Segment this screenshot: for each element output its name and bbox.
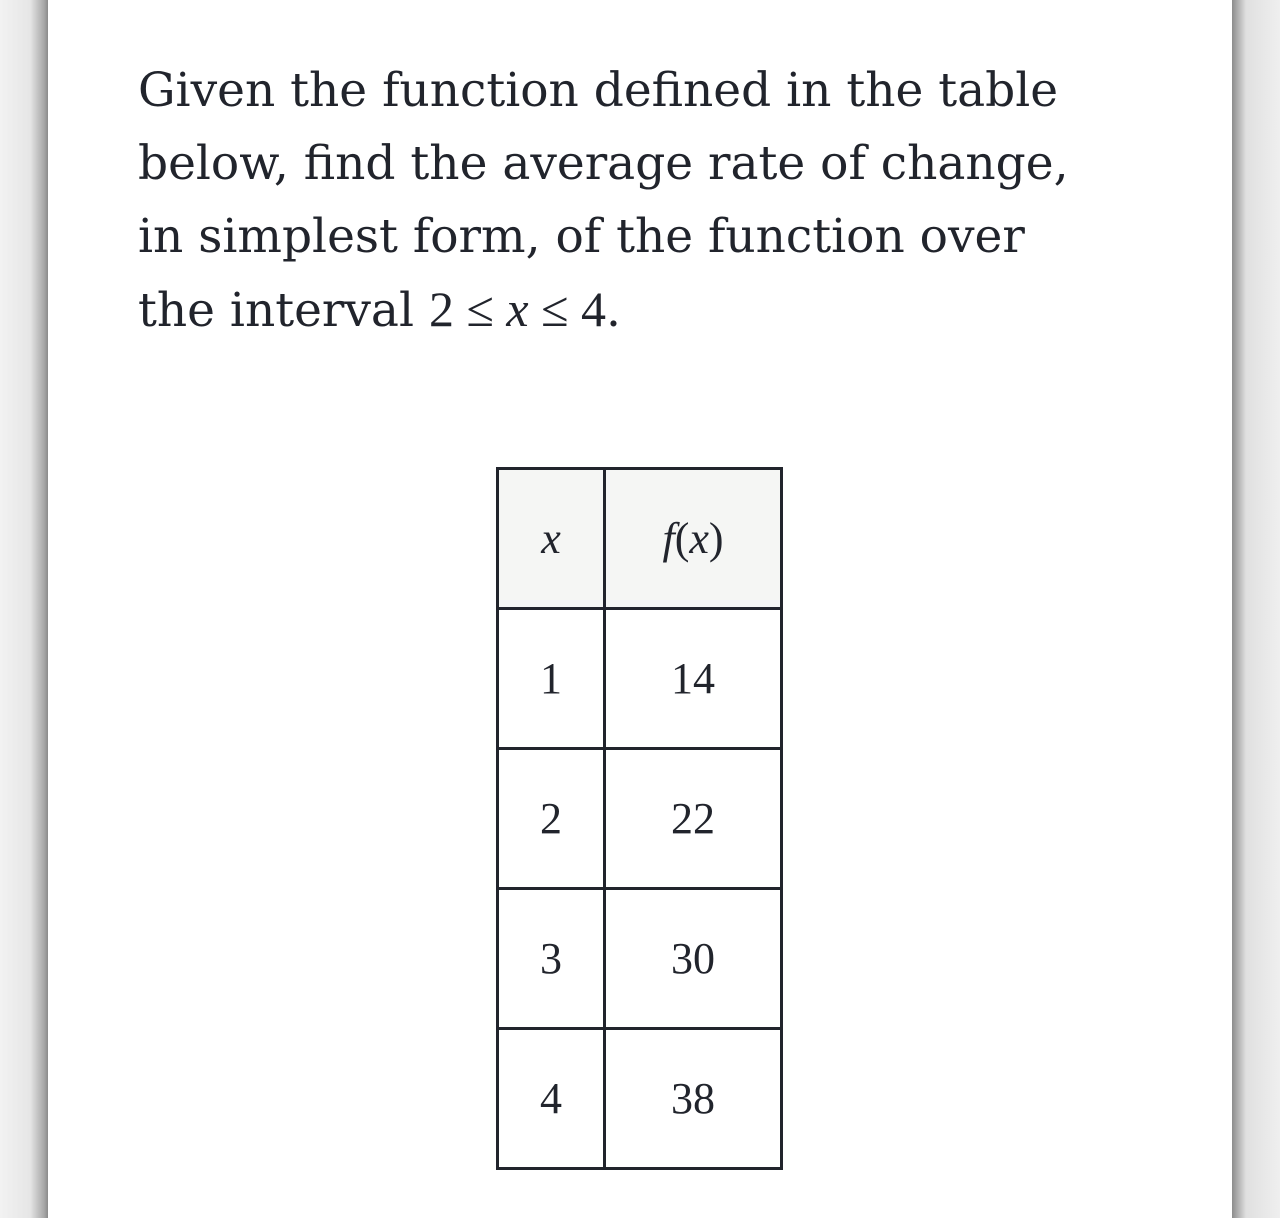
question-text <box>138 54 1098 347</box>
cell-fx: 38 <box>605 1029 782 1169</box>
function-table <box>496 467 783 1170</box>
cell-fx: 22 <box>605 749 782 889</box>
table-row <box>498 1029 782 1169</box>
cell-x: 1 <box>498 609 605 749</box>
header-fx: f(x) <box>605 469 782 609</box>
interval-lower: 2 <box>428 281 454 337</box>
interval-op-2: ≤ <box>541 281 569 337</box>
header-x: x <box>498 469 605 609</box>
cell-fx: 14 <box>605 609 782 749</box>
cell-x: 4 <box>498 1029 605 1169</box>
question-end: . <box>606 283 621 338</box>
interval-upper: 4 <box>581 281 607 337</box>
table-header-row <box>498 469 782 609</box>
cell-fx: 30 <box>605 889 782 1029</box>
interval-op-1: ≤ <box>466 281 494 337</box>
left-page-edge <box>0 0 48 1218</box>
interval-expression <box>429 281 606 337</box>
question-text-body: Given the function defined in the table below, find the average rate of change, in simplest form, of the function over the interval <box>138 63 1069 338</box>
interval-variable: x <box>506 281 529 337</box>
cell-x: 3 <box>498 889 605 1029</box>
table-row <box>498 889 782 1029</box>
question-card <box>48 0 1232 1218</box>
cell-x: 2 <box>498 749 605 889</box>
table-row <box>498 609 782 749</box>
table-row <box>498 749 782 889</box>
right-page-edge <box>1232 0 1280 1218</box>
